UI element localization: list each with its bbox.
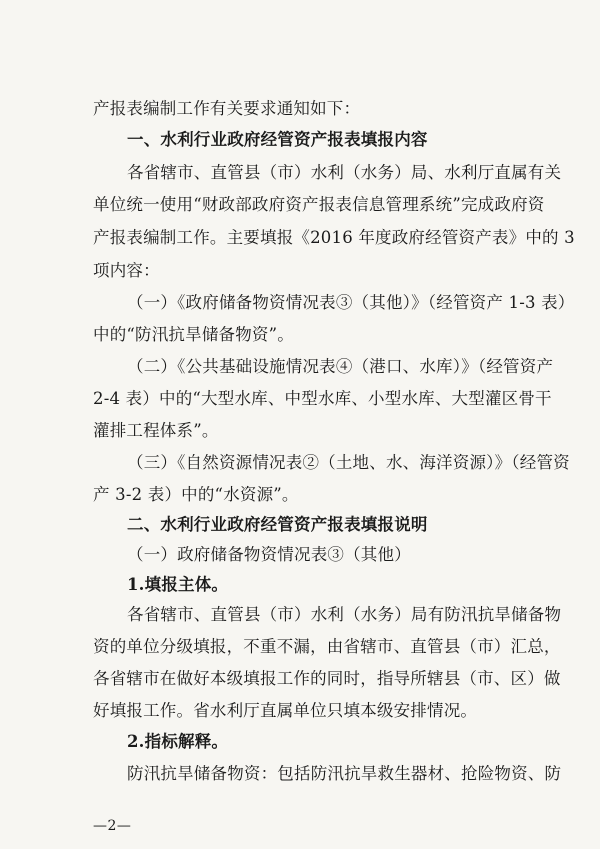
section-heading: 二、水利行业政府经管资产报表填报说明 <box>127 515 428 534</box>
text-line: 各省辖市、直管县（市）水利（水务）局、水利厅直属有关 <box>127 163 562 182</box>
text-line: （一）《政府储备物资情况表③（其他）》（经管资产 1-3 表） <box>127 293 575 312</box>
text-line: 产 3-2 表）中的“水资源”。 <box>93 485 299 504</box>
text-line: 中的“防汛抗旱储备物资”。 <box>93 325 294 344</box>
text-line: 灌排工程体系”。 <box>93 421 219 440</box>
text-line: 好填报工作。省水利厅直属单位只填本级安排情况。 <box>93 701 478 720</box>
text-line: 产报表编制工作。主要填报《2016 年度政府经管资产表》中的 3 <box>93 228 575 247</box>
item-heading: 2.指标解释。 <box>127 732 229 751</box>
text-line: （三）《自然资源情况表②（土地、水、海洋资源）》（经管资 <box>127 453 570 472</box>
text-line: 2-4 表）中的“大型水库、中型水库、小型水库、大型灌区骨干 <box>93 389 552 408</box>
text-line: 防汛抗旱储备物资：包括防汛抗旱救生器材、抢险物资、防 <box>127 764 562 783</box>
section-heading: 一、水利行业政府经管资产报表填报内容 <box>127 130 428 149</box>
item-heading: 1.填报主体。 <box>127 575 229 594</box>
page-number: —2— <box>93 818 132 834</box>
text-line: 项内容： <box>93 261 160 280</box>
subsection-heading: （一）政府储备物资情况表③（其他） <box>127 545 411 564</box>
text-line: 各省辖市、直管县（市）水利（水务）局有防汛抗旱储备物 <box>127 605 562 624</box>
text-line: 产报表编制工作有关要求通知如下： <box>93 99 361 118</box>
text-line: 单位统一使用“财政部政府资产报表信息管理系统”完成政府资 <box>93 195 545 214</box>
text-line: 各省辖市在做好本级填报工作的同时，指导所辖县（市、区）做 <box>93 669 561 688</box>
text-line: （二）《公共基础设施情况表④（港口、水库）》（经管资产 <box>127 357 554 376</box>
text-line: 资的单位分级填报，不重不漏，由省辖市、直管县（市）汇总， <box>93 637 561 656</box>
